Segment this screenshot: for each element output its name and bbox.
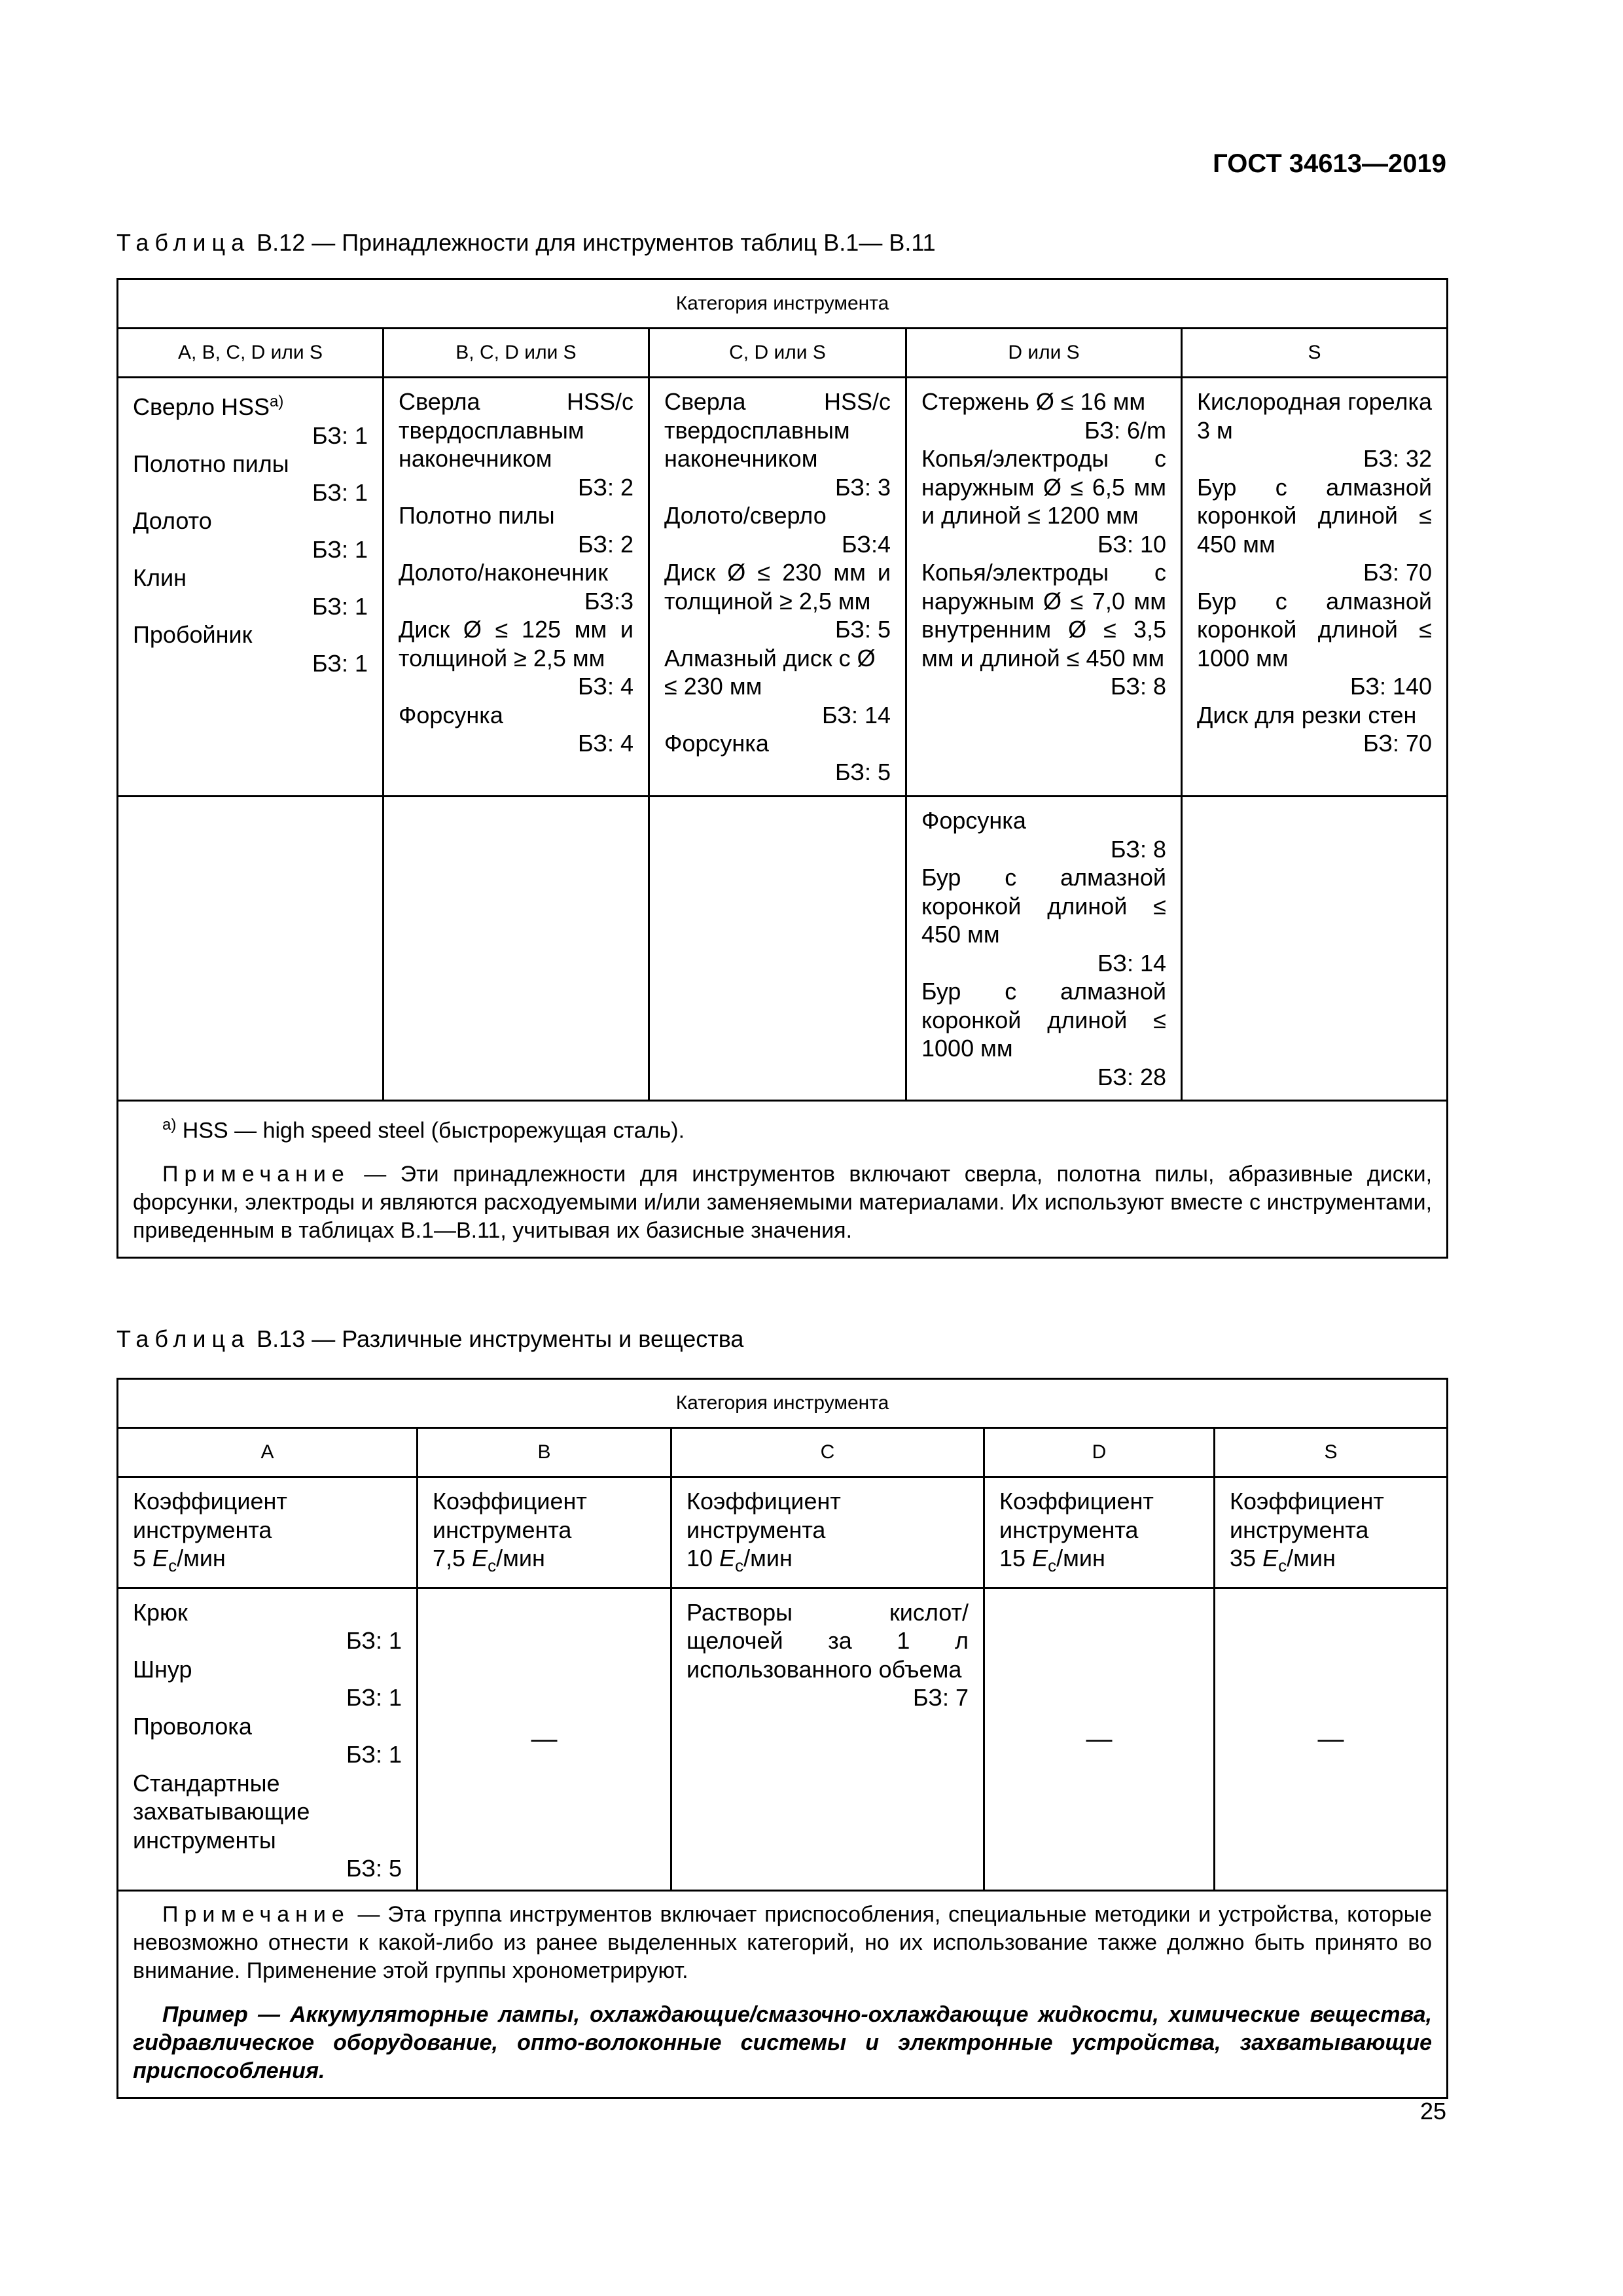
table12-col-header: D или S [906,329,1182,378]
table13-caption-text: В.13 — Различные инструменты и вещества [257,1325,744,1352]
standard-header: ГОСТ 34613—2019 [1213,149,1446,178]
bz-value: БЗ: 70 [1363,559,1433,586]
item: Сверло $HSS^{а)}$ [133,393,284,420]
note-label: Примечание [162,1162,350,1187]
table12-cell-empty [118,797,383,1101]
item: Крюк [133,1598,188,1626]
bz-value: БЗ: 1 [346,1627,402,1655]
bz-value: БЗ: 8 [1111,835,1166,863]
bz-value: БЗ: 1 [346,1684,402,1712]
dash-cell: — [1215,1588,1448,1890]
coefficient-cell: Коэффициент инструмента 5 $E_c$/мин [118,1477,418,1588]
table12-caption [116,229,936,257]
table13-caption-prefix: Таблица [116,1325,251,1352]
table13-col-header: A [118,1428,418,1477]
table13-example: Пример — Аккумуляторные лампы, охлаждающие/смазочно-охлаждающие жидкости, химические вещества, гидравлическое оборудование, опто-волоконные системы и электронные устройства, захватывающие приспособления. [133,2001,1433,2083]
table12 [116,278,1448,1259]
bz-value: БЗ: 14 [821,701,891,728]
table12-cell-empty [1182,797,1448,1101]
item: Бур с алмазной коронкой длиной ≤ 450 мм [921,864,1166,948]
coefficient-cell: Коэффициент инструмента 7,5 $E_c$/мин [418,1477,671,1588]
table12-notes [118,1101,1448,1258]
item: Форсунка [921,807,1026,834]
item: Кислородная горелка 3 м [1197,388,1433,444]
bz-value: БЗ: 4 [578,673,633,700]
table12-col-header: A, B, C, D или S [118,329,383,378]
bz-value: БЗ: 5 [835,758,891,785]
table12-cell [906,797,1182,1101]
item: Стержень Ø ≤ 16 мм [921,388,1146,415]
item: Сверла HSS/с твердосплавным наконечником [399,388,633,472]
bz-value: БЗ:4 [842,530,891,558]
bz-value: БЗ: 5 [346,1855,402,1882]
bz-value: БЗ: 70 [1363,730,1433,757]
dash-cell: — [984,1588,1215,1890]
table12-caption-prefix: Таблица [116,229,251,256]
table13-col-header: B [418,1428,671,1477]
bz-value: БЗ: 2 [578,530,633,558]
coefficient-cell: Коэффициент инструмента 10 $E_c$/мин [671,1477,984,1588]
note-text: — Эта группа инструментов включает приспособления, специальные методики и устройства, которые невозможно отнести к какой-либо из ранее выделенных категорий, но их использование также должно быть принято во внимание. Применение этой группы хронометрируют. [133,1901,1433,1983]
footnote [133,1111,1432,1145]
table12-note [133,1160,1432,1245]
table13-caption [116,1325,743,1353]
bz-value: БЗ: 14 [1097,949,1166,977]
table12-caption-text: В.12 — Принадлежности для инструментов таблиц В.1— В.11 [257,229,936,256]
bz-value: БЗ: 28 [1097,1063,1166,1090]
item: Полотно пилы [133,450,289,477]
item: Форсунка [664,730,769,757]
table12-cell [1182,378,1448,797]
bz-value: БЗ: 10 [1097,530,1166,558]
table13-col-header: D [984,1428,1215,1477]
table13-cell [671,1588,984,1890]
footnote-ref: а) [270,393,284,410]
note-label: Примечание [162,1901,350,1927]
table12-col-header: S [1182,329,1448,378]
item: Бур с алмазной коронкой длиной ≤ 1000 мм [1197,587,1433,672]
item: Пробойник [133,621,253,648]
table12-col-header: C, D или S [649,329,906,378]
bz-value: БЗ: 4 [578,730,633,757]
table12-cell [118,378,383,797]
bz-value: БЗ: 1 [312,535,368,563]
item: Долото/наконечник [399,559,609,586]
item: Растворы кислот/щелочей за 1 л использованного объема [687,1598,969,1683]
bz-value: БЗ: 1 [312,649,368,677]
bz-value: БЗ: 3 [835,473,891,501]
item: Клин [133,564,187,591]
bz-value: БЗ: 2 [578,473,633,501]
bz-value: БЗ: 1 [312,422,368,449]
bz-value: БЗ: 6/m [1084,416,1166,444]
table12-col-header: B, C, D или S [383,329,649,378]
item: Полотно пилы [399,502,555,529]
table12-cell [649,378,906,797]
coefficient-cell: Коэффициент инструмента 35 $E_c$/мин [1215,1477,1448,1588]
item: Долото/сверло [664,502,827,529]
table13-notes [118,1890,1448,2098]
bz-value: БЗ: 1 [346,1741,402,1768]
item: Стандартные захватывающие инструменты [133,1769,310,1854]
bz-value: БЗ: 140 [1349,673,1433,700]
item: Диск для резки стен [1197,701,1417,728]
table13 [116,1378,1448,2099]
table13-col-header: C [671,1428,984,1477]
table13-cell [118,1588,418,1890]
item: Алмазный диск с Ø ≤ 230 мм [664,644,876,700]
item: Шнур [133,1655,192,1683]
page-number: 25 [1419,2098,1446,2125]
item: Бур с алмазной коронкой длиной ≤ 1000 мм [921,978,1166,1062]
item: Проволока [133,1712,252,1740]
table12-cell [383,378,649,797]
table13-category-header: Категория инструмента [118,1379,1448,1428]
footnote-text: HSS — high speed steel (быстрорежущая сталь). [182,1118,685,1143]
item: Диск Ø ≤ 230 мм и толщиной ≥ 2,5 мм [664,559,891,615]
bz-value: БЗ: 7 [913,1684,969,1712]
bz-value: БЗ: 8 [1111,673,1166,700]
item: Диск Ø ≤ 125 мм и толщиной ≥ 2,5 мм [399,616,633,672]
table12-category-header: Категория инструмента [118,279,1448,329]
item: Бур с алмазной коронкой длиной ≤ 450 мм [1197,473,1433,558]
bz-value: БЗ: 32 [1363,445,1433,472]
table13-col-header: S [1215,1428,1448,1477]
dash-cell: — [418,1588,671,1890]
table13-note [133,1901,1432,1985]
bz-value: БЗ: 1 [312,592,368,620]
bz-value: БЗ:3 [584,587,633,615]
item: Долото [133,507,212,534]
item: Копья/электроды с наружным Ø ≤ 7,0 мм внутренним Ø ≤ 3,5 мм и длиной ≤ 450 мм [921,559,1166,672]
item: Копья/электроды с наружным Ø ≤ 6,5 мм и длиной ≤ 1200 мм [921,445,1166,529]
table12-cell-empty [383,797,649,1101]
coefficient-cell: Коэффициент инструмента 15 $E_c$/мин [984,1477,1215,1588]
bz-value: БЗ: 5 [835,616,891,643]
item: Форсунка [399,701,503,728]
note-text: — Эти принадлежности для инструментов включают сверла, полотна пилы, абразивные диски, форсунки, электроды и являются расходуемыми и/или заменяемыми материалами. Их используют вместе с инструментами, приведенным в таблицах В.1—В.11, учитывая их базисные значения. [133,1162,1433,1244]
table12-cell-empty [649,797,906,1101]
item: Сверла HSS/с твердосплавным наконечником [664,388,891,472]
footnote-mark: а) [162,1116,177,1134]
table12-cell [906,378,1182,797]
bz-value: БЗ: 1 [312,478,368,506]
